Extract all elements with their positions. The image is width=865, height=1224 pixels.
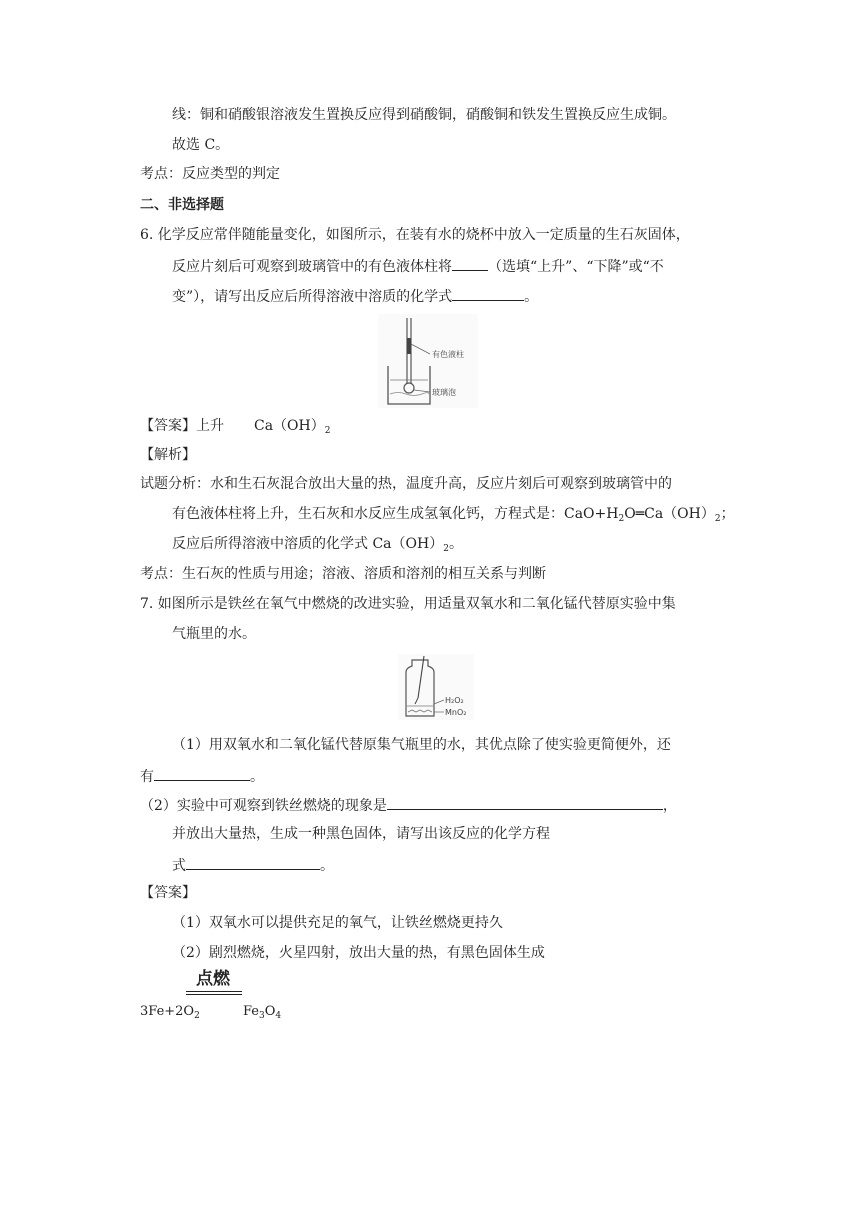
q7-stem-line1: 7. 如图所示是铁丝在氧气中燃烧的改进实验，用适量双氧水和二氧化锰代替原实验中集 [140, 596, 676, 612]
eq-left-sub: 2 [194, 1011, 200, 1021]
q6-stem-line2 [172, 256, 664, 276]
q7-part2-comma: ， [662, 798, 677, 814]
q7-part2-line3 [172, 855, 334, 875]
section-title: 二、非选择题 [140, 197, 224, 213]
q7-blank-3[interactable] [186, 855, 320, 870]
answer-label: 【答案】 [140, 418, 196, 434]
q7-blank-2[interactable] [387, 795, 663, 810]
q7-part2-text: （2）实验中可观察到铁丝燃烧的现象是 [140, 798, 387, 814]
equation-left [140, 1003, 200, 1025]
q6-analysis-2-sub1: 2 [618, 514, 625, 524]
q6-analysis-3-sub: 2 [443, 544, 449, 554]
q7-part2-line2: 并放出大量热，生成一种黑色固体，请写出该反应的化学方程 [172, 826, 550, 842]
q7-part1-line1: （1）用双氧水和二氧化锰代替原集气瓶里的水，其优点除了使实验更简便外，还 [172, 737, 671, 753]
q6-analysis-line1: 试题分析：水和生石灰混合放出大量的热，温度升高，反应片刻后可观察到玻璃管中的 [140, 476, 672, 492]
q7-part2-period: 。 [320, 858, 334, 874]
q7-stem-line2: 气瓶里的水。 [172, 626, 256, 642]
q7-figure-label-h2o2: H₂O₂ [445, 696, 464, 705]
eq-right-fe: Fe [243, 1004, 260, 1019]
q6-stem-line3 [172, 286, 538, 306]
q5-kaodian: 考点：反应类型的判定 [140, 166, 280, 182]
equation-right [243, 1003, 281, 1025]
q7-part2-shi: 式 [172, 858, 186, 874]
q7-part2-line1 [140, 795, 677, 815]
q7-part1-you: 有 [140, 769, 154, 785]
equation-bar-top [186, 991, 242, 992]
q6-stem-options: （选填“上升”、“下降”或“不 [488, 259, 664, 275]
q6-stem-line1: 6. 化学反应常伴随能量变化，如图所示，在装有水的烧杯中放入一定质量的生石灰固体， [140, 227, 690, 243]
q7-apparatus-figure [398, 654, 474, 720]
q6-analysis-line2 [172, 505, 735, 528]
reaction-condition: 点燃 [196, 969, 230, 989]
q6-answer-2: Ca（OH） [254, 418, 325, 434]
q6-analysis-2b: O═Ca（OH） [624, 506, 715, 522]
q6-answer [140, 417, 330, 440]
eq-right-sub2: 4 [275, 1011, 282, 1021]
q6-apparatus-figure [378, 314, 478, 408]
q6-stem-text: 反应片刻后可观察到玻璃管中的有色液体柱将 [172, 259, 452, 275]
q6-answer-2-sub: 2 [324, 426, 331, 436]
q6-analysis-2c: ； [720, 506, 735, 522]
q6-analysis-2-sub2: 2 [714, 514, 721, 524]
q6-analysis-3a: 反应后所得溶液中溶质的化学式 Ca（OH） [172, 536, 444, 552]
q6-stem-period: 。 [524, 289, 539, 305]
q6-answer-1: 上升 [196, 418, 224, 434]
q6-blank-1[interactable] [452, 256, 488, 271]
q7-answer-label: 【答案】 [140, 885, 196, 901]
q6-stem-text2: 变”），请写出反应后所得溶液中溶质的化学式 [172, 289, 453, 305]
q6-analysis-3b: 。 [448, 536, 463, 552]
q7-part1-period: 。 [250, 769, 264, 785]
eq-right-sub1: 3 [259, 1011, 265, 1021]
q7-part1-line2 [140, 766, 264, 786]
q6-analysis-2a: 有色液体柱将上升，生石灰和水反应生成氢氧化钙，方程式是：CaO+H [172, 506, 619, 522]
q6-blank-2[interactable] [452, 286, 524, 301]
eq-right-o: O [264, 1004, 276, 1019]
q7-blank-1[interactable] [154, 766, 250, 781]
q6-figure-label-liquid: 有色液柱 [432, 350, 464, 359]
q5-answer-choice: 故选 C。 [172, 137, 230, 153]
q6-figure-label-bulb: 玻璃泡 [432, 388, 456, 397]
q7-answer-2: （2）剧烈燃烧，火星四射，放出大量的热，有黑色固体生成 [172, 945, 545, 961]
q6-analysis-line3 [172, 535, 463, 558]
q6-kaodian: 考点：生石灰的性质与用途；溶液、溶质和溶剂的相互关系与判断 [140, 566, 546, 582]
eq-left-text: 3Fe+2O [140, 1004, 195, 1019]
q7-figure-label-mno2: MnO₂ [445, 708, 467, 717]
q5-explanation-line: 线：铜和硝酸银溶液发生置换反应得到硝酸铜，硝酸铜和铁发生置换反应生成铜。 [172, 107, 676, 123]
equation-bar-bottom [186, 994, 242, 995]
q7-answer-1: （1）双氧水可以提供充足的氧气，让铁丝燃烧更持久 [172, 915, 503, 931]
jiexi-label: 【解析】 [140, 447, 196, 463]
